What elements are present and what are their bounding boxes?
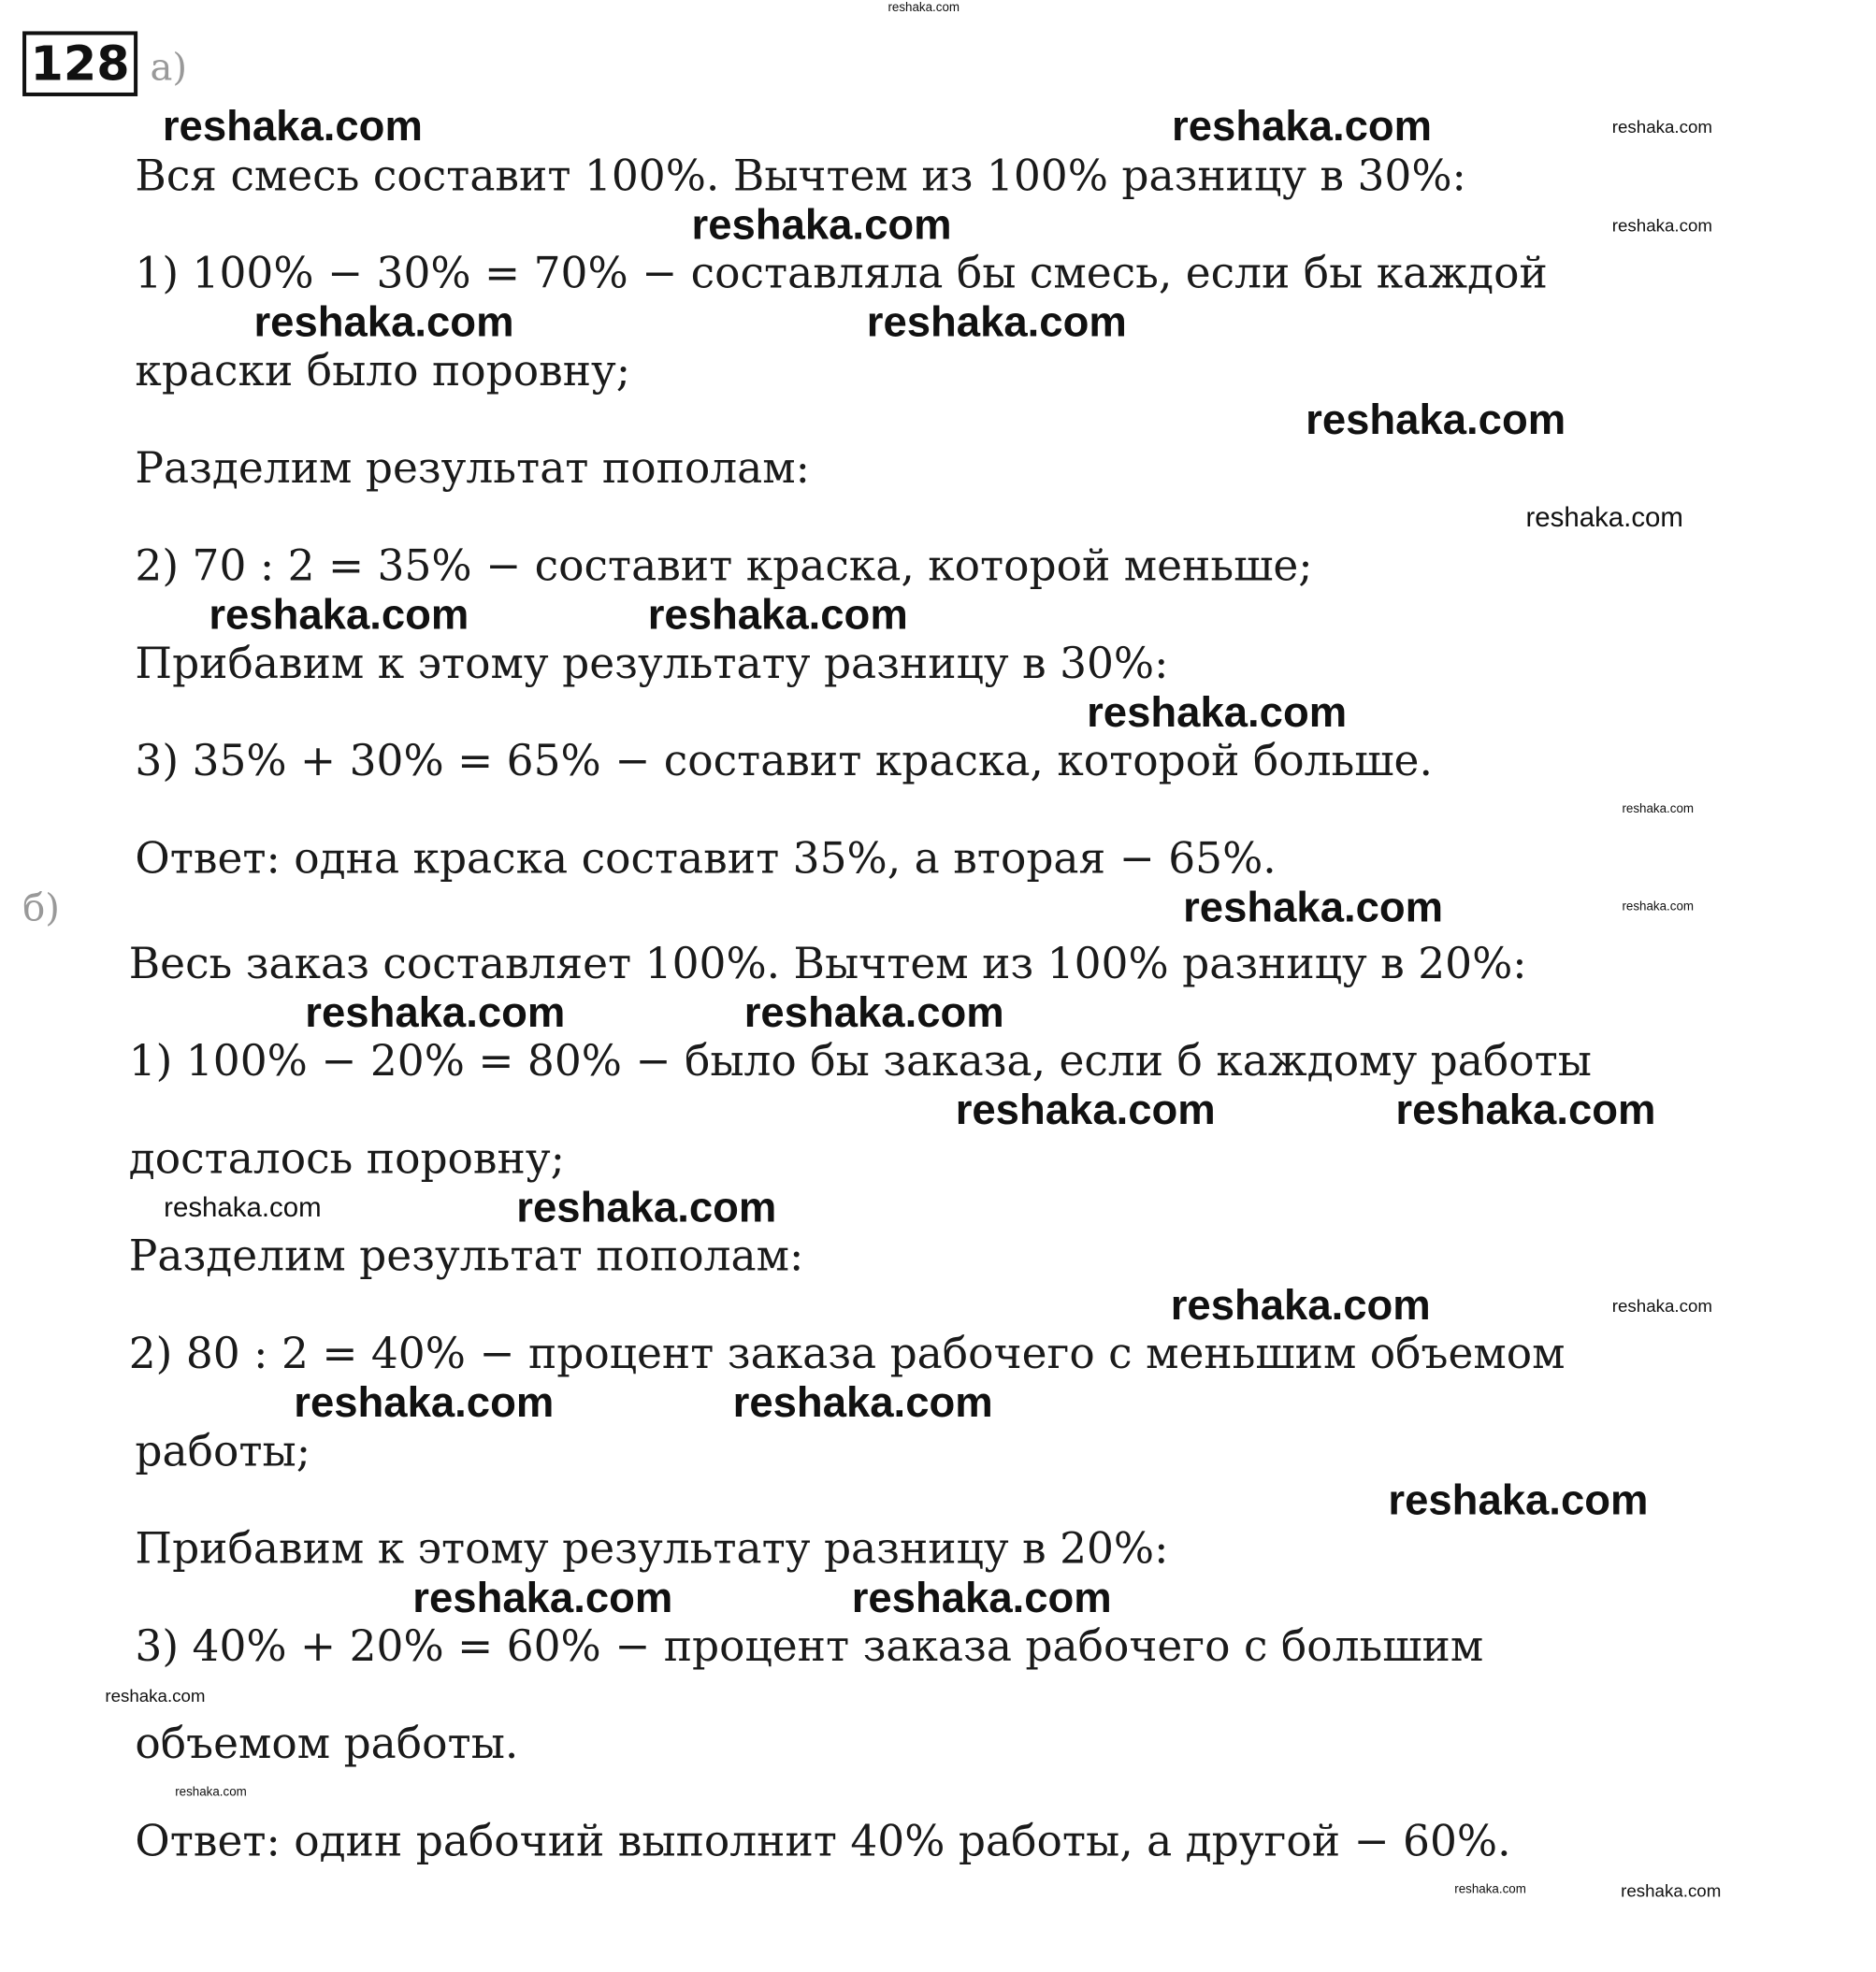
watermark: reshaka.com: [253, 298, 514, 347]
watermark: reshaka.com: [1621, 1880, 1722, 1901]
watermark: reshaka.com: [412, 1574, 673, 1622]
text-line: 2) 70 : 2 = 35% − составит краска, которой меньше;: [135, 541, 1313, 592]
watermark: reshaka.com: [743, 988, 1004, 1037]
problem-number: 128: [22, 31, 137, 96]
watermark: reshaka.com: [1306, 396, 1566, 444]
watermark: reshaka.com: [516, 1184, 777, 1232]
watermark: reshaka.com: [1454, 1882, 1526, 1897]
watermark: reshaka.com: [164, 1191, 322, 1223]
watermark: reshaka.com: [1622, 802, 1695, 817]
watermark: reshaka.com: [955, 1087, 1216, 1134]
text-line: 1) 100% − 30% = 70% − составляла бы смесь, если бы каждой: [135, 249, 1548, 299]
watermark: reshaka.com: [305, 988, 566, 1037]
watermark: reshaka.com: [1170, 1281, 1431, 1330]
text-line: Весь заказ составляет 100%. Вычтем из 100% разницу в 20%:: [128, 939, 1527, 989]
part-b-label: б): [22, 886, 60, 930]
watermark: reshaka.com: [1622, 900, 1695, 914]
text-line: работы;: [135, 1426, 311, 1477]
watermark: reshaka.com: [105, 1685, 206, 1706]
text-line: Прибавим к этому результату разницу в 20%:: [135, 1524, 1169, 1575]
text-line: 3) 35% + 30% = 65% − составит краска, которой больше.: [135, 736, 1433, 787]
watermark: reshaka.com: [1395, 1087, 1656, 1134]
watermark: reshaka.com: [1172, 102, 1433, 151]
text-line: 1) 100% − 20% = 80% − было бы заказа, если б каждому работы: [128, 1036, 1592, 1087]
text-line: Разделим результат пополам:: [135, 443, 810, 495]
watermark: reshaka.com: [1611, 215, 1712, 236]
watermark: reshaka.com: [851, 1574, 1112, 1622]
text-line: 3) 40% + 20% = 60% − процент заказа рабочего с большим: [135, 1621, 1484, 1672]
watermark: reshaka.com: [887, 1, 960, 16]
watermark: reshaka.com: [175, 1785, 247, 1800]
text-line: объемом работы.: [135, 1719, 519, 1770]
watermark: reshaka.com: [866, 298, 1127, 347]
answer-line: Ответ: одна краска составит 35%, а вторая − 65%.: [135, 833, 1277, 885]
watermark: reshaka.com: [1087, 688, 1348, 737]
text-line: Вся смесь составит 100%. Вычтем из 100% разницу в 30%:: [135, 151, 1466, 202]
watermark: reshaka.com: [209, 591, 469, 640]
part-a-label: а): [150, 46, 188, 91]
watermark: reshaka.com: [1611, 116, 1712, 137]
watermark: reshaka.com: [1525, 501, 1683, 533]
watermark: reshaka.com: [162, 102, 423, 151]
text-line: досталось поровну;: [128, 1133, 565, 1185]
watermark: reshaka.com: [732, 1379, 993, 1427]
text-line: Прибавим к этому результату разницу в 30%:: [135, 639, 1169, 689]
text-line: краски было поровну;: [135, 346, 631, 396]
text-line: Разделим результат пополам:: [128, 1231, 804, 1282]
watermark: reshaka.com: [1388, 1476, 1649, 1525]
watermark: reshaka.com: [691, 201, 952, 250]
answer-line: Ответ: один рабочий выполнит 40% работы, а другой − 60%.: [135, 1817, 1511, 1867]
watermark: reshaka.com: [647, 591, 908, 640]
text-line: 2) 80 : 2 = 40% − процент заказа рабочего с меньшим объемом: [128, 1329, 1566, 1380]
watermark: reshaka.com: [294, 1379, 555, 1427]
watermark: reshaka.com: [1183, 884, 1444, 932]
watermark: reshaka.com: [1611, 1295, 1712, 1316]
